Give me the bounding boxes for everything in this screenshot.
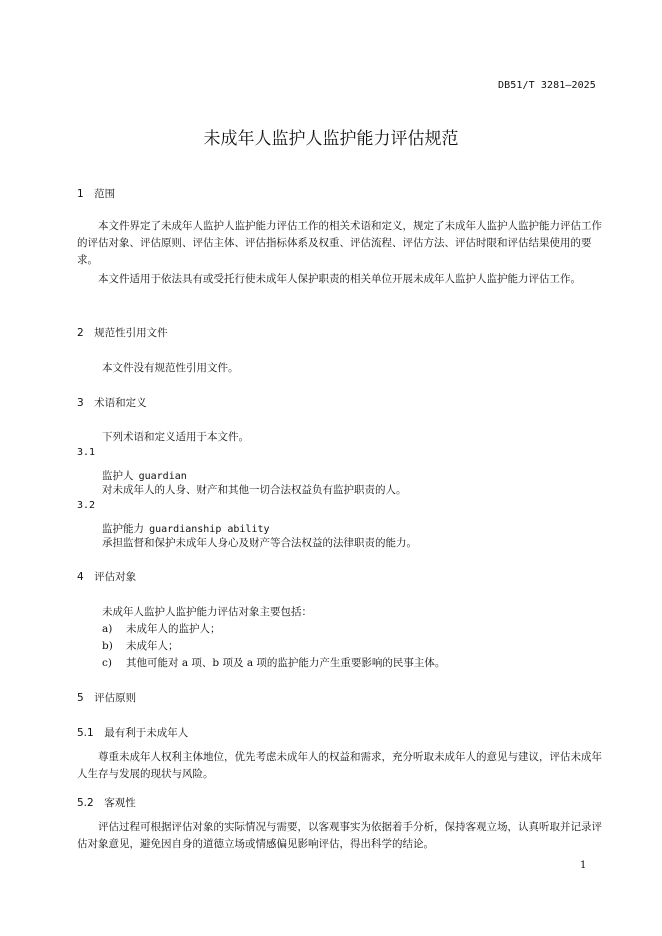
section-3-intro: 下列术语和定义适用于本文件。 [102, 431, 249, 443]
list-item-label: b) [102, 640, 113, 652]
list-item-label: a) [102, 623, 113, 635]
term-2-definition: 承担监督和保护未成年人身心及财产等合法权益的法律职责的能力。 [102, 537, 417, 549]
list-item-label: c) [102, 657, 112, 669]
section-5-heading: 5 评估原则 [77, 692, 137, 704]
term-1-name: 监护人 [102, 470, 134, 482]
list-item-b [102, 638, 179, 653]
list-item-a [102, 621, 221, 636]
term-2-name: 监护能力 [102, 523, 144, 535]
section-1-paragraph-2: 本文件适用于依法具有或受托行使未成年人保护职责的相关单位开展未成年人监护人监护能力评估工作。 [98, 273, 581, 285]
standard-code: DB51/T 3281—2025 [498, 80, 596, 91]
section-2-paragraph: 本文件没有规范性引用文件。 [102, 362, 239, 374]
section-3-heading: 3 术语和定义 [77, 397, 147, 409]
term-1-english: guardian [138, 471, 187, 482]
term-1-definition: 对未成年人的人身、财产和其他一切合法权益负有监护职责的人。 [102, 484, 407, 496]
section-5-2-heading: 5.2 客观性 [77, 797, 136, 809]
term-2-title [102, 517, 270, 536]
term-1-title [102, 464, 187, 483]
list-item-text: 未成年人； [126, 640, 179, 652]
page-number: 1 [580, 860, 587, 871]
section-1-heading: 1 范围 [77, 188, 116, 200]
section-4-heading: 4 评估对象 [77, 571, 137, 583]
section-5-1-paragraph: 尊重未成年人权利主体地位，优先考虑未成年人的权益和需求，充分听取未成年人的意见与建议，评估未成年人生存与发展的现状与风险。 [77, 751, 602, 780]
list-item-text: 未成年人的监护人； [126, 623, 221, 635]
section-2-heading: 2 规范性引用文件 [77, 327, 168, 339]
document-title: 未成年人监护人监护能力评估规范 [203, 129, 459, 149]
section-5-2-paragraph: 评估过程可根据评估对象的实际情况与需要，以客观事实为依据着手分析，保持客观立场，认真听取并记录评估对象意见，避免因自身的道德立场或情感偏见影响评估，得出科学的结论。 [77, 821, 602, 850]
term-1-number: 3.1 [77, 447, 96, 458]
list-item-c [102, 655, 445, 670]
section-5-1-heading: 5.1 最有利于未成年人 [77, 727, 189, 739]
section-1-paragraph-1: 本文件界定了未成年人监护人监护能力评估工作的相关术语和定义，规定了未成年人监护人监护能力评估工作的评估对象、评估原则、评估主体、评估指标体系及权重、评估流程、评估方法、评估时限和评估结果使用的要求。 [77, 220, 602, 266]
term-2-english: guardianship ability [149, 524, 270, 535]
term-2-number: 3.2 [77, 500, 96, 511]
list-item-text: 其他可能对 a 项、b 项及 a 项的监护能力产生重要影响的民事主体。 [126, 657, 446, 669]
section-4-intro: 未成年人监护人监护能力评估对象主要包括： [102, 606, 312, 618]
